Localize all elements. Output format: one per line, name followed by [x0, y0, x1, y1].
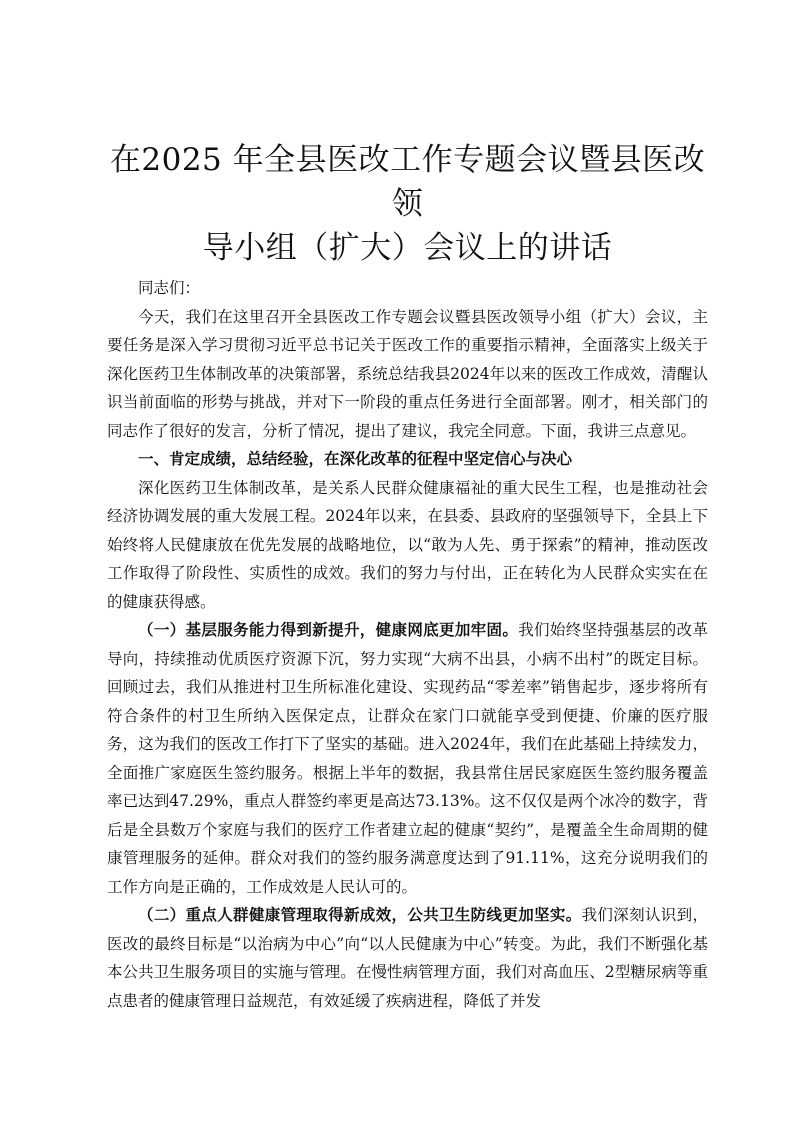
paragraph-intro: 今天，我们在这里召开全县医改工作专题会议暨县医改领导小组（扩大）会议，主要任务是深入学习贯彻习近平总书记关于医改工作的重要指示精神，全面落实上级关于深化医药卫生体制改革的决策部署，系统总结我县2024年以来的医改工作成效，清醒认识当前面临的形势与挑战，并对下一阶段的重点任务进行全面部署。刚才，相关部门的同志作了很好的发言，分析了情况，提出了建议，我完全同意。下面，我讲三点意见。 — [107, 307, 708, 440]
document-body — [107, 274, 708, 1015]
paragraph-subsection-2 — [107, 901, 708, 1015]
subsection-2-text: 我们深刻认识到，医改的最终目标是“以治病为中心”向“以人民健康为中心”转变。为此，我们不断强化基本公共卫生服务项目的实施与管理。在慢性病管理方面，我们对高血压、2型糖尿病等重点患者的健康管理日益规范，有效延缓了疾病进程，降低了并发 — [107, 906, 708, 1010]
salutation: 同志们： — [138, 279, 201, 297]
section-heading-1: 一、肯定成绩，总结经验，在深化改革的征程中坚定信心与决心 — [138, 449, 573, 468]
paragraph-section-1: 深化医药卫生体制改革，是关系人民群众健康福祉的重大民生工程，也是推动社会经济协调发展的重大发展工程。2024年以来，在县委、县政府的坚强领导下，全县上下始终将人民健康放在优先发展的战略地位，以“敢为人先、勇于探索”的精神，推动医改工作取得了阶段性、实质性的成效。我们的努力与付出，正在转化为人民群众实实在在的健康获得感。 — [107, 478, 708, 611]
title-line-1: 在2025 年全县医改工作专题会议暨县医改领 — [109, 142, 706, 222]
subsection-2-heading: （二）重点人群健康管理取得新成效，公共卫生防线更加坚实。 — [138, 905, 582, 924]
document-title — [107, 138, 708, 270]
subsection-1-heading: （一）基层服务能力得到新提升，健康网底更加牢固。 — [138, 620, 519, 639]
paragraph-subsection-1 — [107, 616, 708, 901]
subsection-1-text: 我们始终坚持强基层的改革导向，持续推动优质医疗资源下沉，努力实现“大病不出县，小病不出村”的既定目标。回顾过去，我们从推进村卫生所标准化建设、实现药品“零差率”销售起步，逐步将所有符合条件的村卫生所纳入医保定点，让群众在家门口就能享受到便捷、价廉的医疗服务，这为我们的医改工作打下了坚实的基础。进入2024年，我们在此基础上持续发力，全面推广家庭医生签约服务。根据上半年的数据，我县常住居民家庭医生签约服务覆盖率已达到47.29%，重点人群签约率更是高达73.13%。这不仅仅是两个冰冷的数字，背后是全县数万个家庭与我们的医疗工作者建立起的健康“契约”，是覆盖全生命周期的健康管理服务的延伸。群众对我们的签约服务满意度达到了91.11%，这充分说明我们的工作方向是正确的，工作成效是人民认可的。 — [107, 621, 708, 896]
title-line-2: 导小组（扩大）会议上的讲话 — [202, 230, 613, 266]
